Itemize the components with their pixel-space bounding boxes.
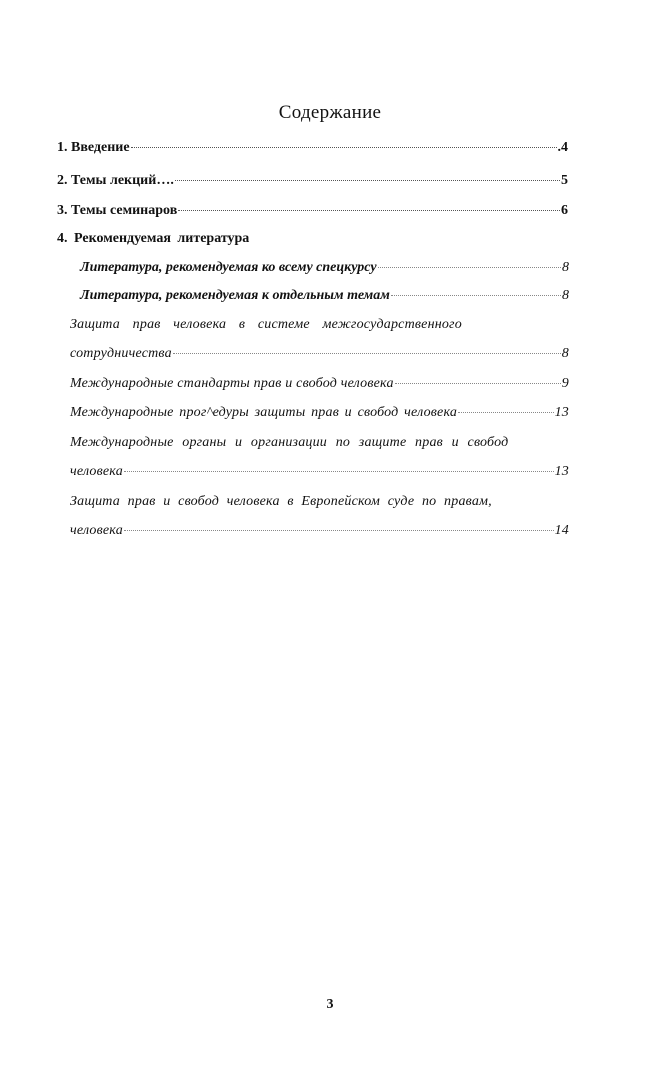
dot-leader <box>458 411 554 413</box>
dot-leader <box>391 294 561 296</box>
toc-entry-bodies-line2[interactable] <box>70 464 569 480</box>
toc-entry-page: 13 <box>554 464 569 479</box>
toc-entry-page: 5 <box>561 173 568 188</box>
dot-leader <box>395 382 561 384</box>
toc-entry-label: Международные органы и организации по защите прав и свобод <box>70 435 509 450</box>
toc-entry-echr-line2[interactable] <box>70 523 569 539</box>
toc-entry-label: 3. Темы семинаров <box>57 203 178 218</box>
toc-entry-label: Литература, рекомендуемая к отдельным темам <box>80 288 390 303</box>
toc-entry-interstate-line1[interactable] <box>70 317 462 333</box>
dot-leader <box>175 179 560 181</box>
toc-entry-label: Международные прог^едуры защиты прав и свобод человека <box>70 405 458 420</box>
toc-entry-procedures[interactable] <box>70 405 569 421</box>
toc-entry-page: 6 <box>561 203 568 218</box>
toc-entry-label: Международные стандарты прав и свобод человека <box>70 376 394 391</box>
toc-entry-literature[interactable] <box>57 231 249 247</box>
dot-leader <box>178 209 560 211</box>
dot-leader <box>131 146 557 148</box>
toc-title: Содержание <box>278 102 382 123</box>
toc-entry-label: 1. Введение <box>57 140 130 155</box>
toc-entry-standards[interactable] <box>70 376 569 392</box>
toc-entry-label: человека <box>70 464 123 479</box>
toc-entry-label: 4. Рекомендуемая литература <box>57 231 250 246</box>
toc-entry-label: человека <box>70 523 123 538</box>
toc-entry-seminars[interactable] <box>57 203 568 219</box>
dot-leader <box>173 352 561 354</box>
toc-entry-interstate-line2[interactable] <box>70 346 569 362</box>
dot-leader <box>124 470 554 472</box>
toc-entry-page: 9 <box>561 376 569 391</box>
toc-entry-page: .4 <box>557 140 568 155</box>
dot-leader <box>124 529 554 531</box>
toc-entry-label: сотрудничества <box>70 346 172 361</box>
toc-entry-label: Защита прав и свобод человека в Европейском суде по правам, <box>70 494 492 509</box>
toc-entry-bodies-line1[interactable] <box>70 435 508 451</box>
toc-entry-lectures[interactable] <box>57 173 568 189</box>
toc-entry-label: Литература, рекомендуемая ко всему спецкурсу <box>80 260 377 275</box>
toc-entry-label: Защита прав человека в системе межгосударственного <box>70 317 462 332</box>
toc-entry-page: 8 <box>562 288 569 303</box>
toc-entry-introduction[interactable] <box>57 140 568 156</box>
toc-entry-label: 2. Темы лекций…. <box>57 173 174 188</box>
toc-entry-literature-general[interactable] <box>80 260 569 276</box>
dot-leader <box>378 266 561 268</box>
toc-entry-page: 8 <box>561 346 569 361</box>
toc-entry-page: 13 <box>554 405 569 420</box>
page-number: 3 <box>326 997 334 1012</box>
toc-entry-page: 8 <box>562 260 569 275</box>
toc-entry-page: 14 <box>554 523 569 538</box>
toc-entry-echr-line1[interactable] <box>70 494 492 510</box>
toc-entry-literature-topics[interactable] <box>80 288 569 304</box>
